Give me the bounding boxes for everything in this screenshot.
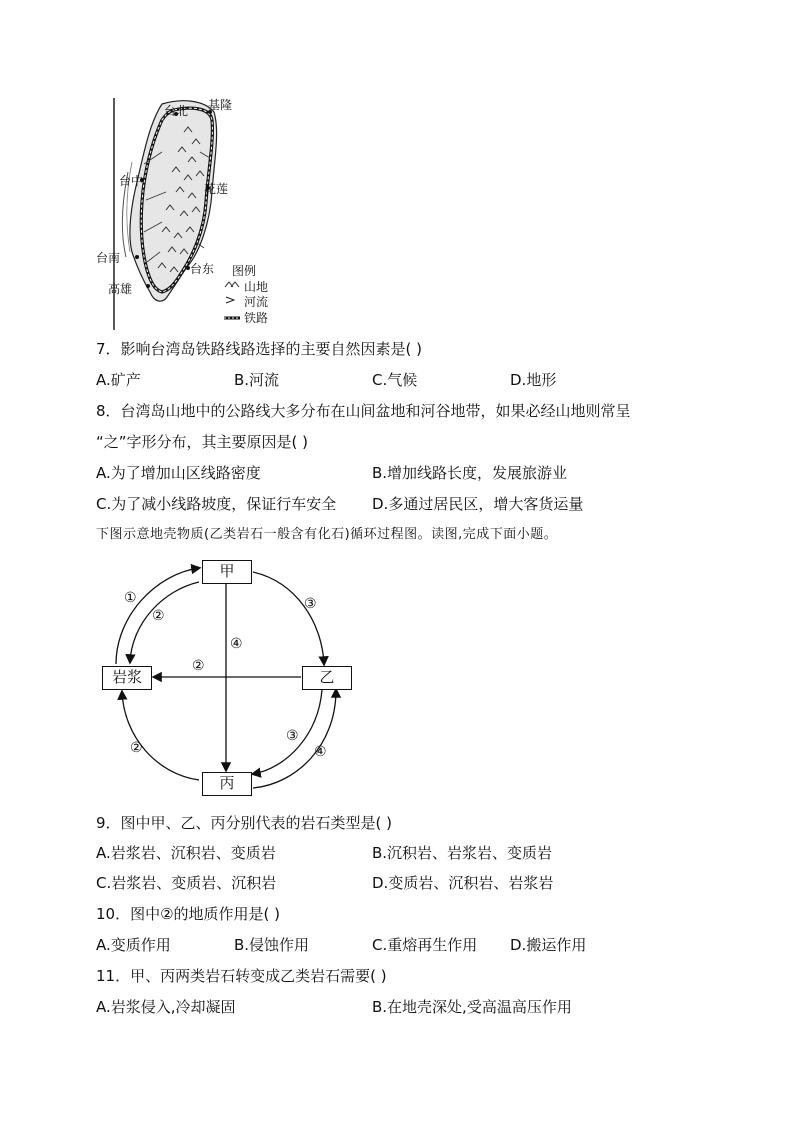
label-process-3-lower: ③ <box>286 728 299 744</box>
city-label-hualian: 花莲 <box>204 182 229 196</box>
question-10-option-c[interactable]: C.重熔再生作用 <box>372 936 478 954</box>
question-8-option-d[interactable]: D.多通过居民区，增大客货运量 <box>372 495 584 513</box>
city-label-taibei: 台北 <box>164 104 189 118</box>
label-process-2-lower: ② <box>130 740 143 756</box>
city-label-gaoxiong: 高雄 <box>108 282 133 296</box>
label-process-4-center: ④ <box>230 636 243 652</box>
question-9-option-a[interactable]: A.岩浆岩、沉积岩、变质岩 <box>96 844 276 862</box>
node-yi: 乙 <box>302 666 352 690</box>
node-jia: 甲 <box>202 560 252 584</box>
question-8-option-b[interactable]: B.增加线路长度，发展旅游业 <box>372 464 568 482</box>
node-magma: 岩浆 <box>102 666 152 690</box>
label-process-4-lower: ④ <box>314 744 327 760</box>
question-8-stem-line1: 8．台湾岛山地中的公路线大多分布在山间盆地和河谷地带，如果必经山地则常呈 <box>96 402 631 420</box>
legend-river-label: 河流 <box>244 295 269 309</box>
question-11-option-a[interactable]: A.岩浆侵入,冷却凝固 <box>96 998 236 1016</box>
question-9-stem: 9．图中甲、乙、丙分别代表的岩石类型是( ) <box>96 814 393 832</box>
question-9-option-d[interactable]: D.变质岩、沉积岩、岩浆岩 <box>372 874 554 892</box>
question-7-option-c[interactable]: C.气候 <box>372 371 418 389</box>
city-label-jilong: 基隆 <box>208 98 233 112</box>
rock-cycle-diagram <box>96 556 356 802</box>
label-process-2-upper: ② <box>152 608 165 624</box>
legend-railway-label: 铁路 <box>244 311 269 325</box>
question-7-stem: 7．影响台湾岛铁路线路选择的主要自然因素是( ) <box>96 340 423 358</box>
question-10-option-b[interactable]: B.侵蚀作用 <box>234 936 310 954</box>
question-10-option-a[interactable]: A.变质作用 <box>96 936 171 954</box>
legend-symbols <box>224 282 240 318</box>
question-7-option-d[interactable]: D.地形 <box>510 371 557 389</box>
city-label-tainan: 台南 <box>96 251 121 265</box>
question-8-option-c[interactable]: C.为了减小线路坡度，保证行车安全 <box>96 495 337 513</box>
node-bing: 丙 <box>202 772 252 796</box>
taiwan-map-figure <box>92 92 282 330</box>
section-intro: 下图示意地壳物质(乙类岩石一般含有化石)循环过程图。读图,完成下面小题。 <box>96 527 558 542</box>
question-7-option-a[interactable]: A.矿产 <box>96 371 141 389</box>
legend-title: 图例 <box>232 264 257 278</box>
question-10-stem: 10．图中②的地质作用是( ) <box>96 905 281 923</box>
label-process-1: ① <box>124 590 137 606</box>
question-11-stem: 11．甲、丙两类岩石转变成乙类岩石需要( ) <box>96 967 387 985</box>
label-process-2-center: ② <box>192 658 205 674</box>
question-9-option-b[interactable]: B.沉积岩、岩浆岩、变质岩 <box>372 844 553 862</box>
question-8-option-a[interactable]: A.为了增加山区线路密度 <box>96 464 261 482</box>
question-8-stem-line2: “之”字形分布，其主要原因是( ) <box>96 433 309 451</box>
question-11-option-b[interactable]: B.在地壳深处,受高温高压作用 <box>372 998 572 1016</box>
city-label-taizhong: 台中 <box>119 174 144 188</box>
city-label-taidong: 台东 <box>190 262 215 276</box>
question-7-option-b[interactable]: B.河流 <box>234 371 280 389</box>
label-process-3-upper: ③ <box>304 596 317 612</box>
legend-mountain-label: 山地 <box>244 280 269 294</box>
question-10-option-d[interactable]: D.搬运作用 <box>510 936 587 954</box>
question-9-option-c[interactable]: C.岩浆岩、变质岩、沉积岩 <box>96 874 277 892</box>
